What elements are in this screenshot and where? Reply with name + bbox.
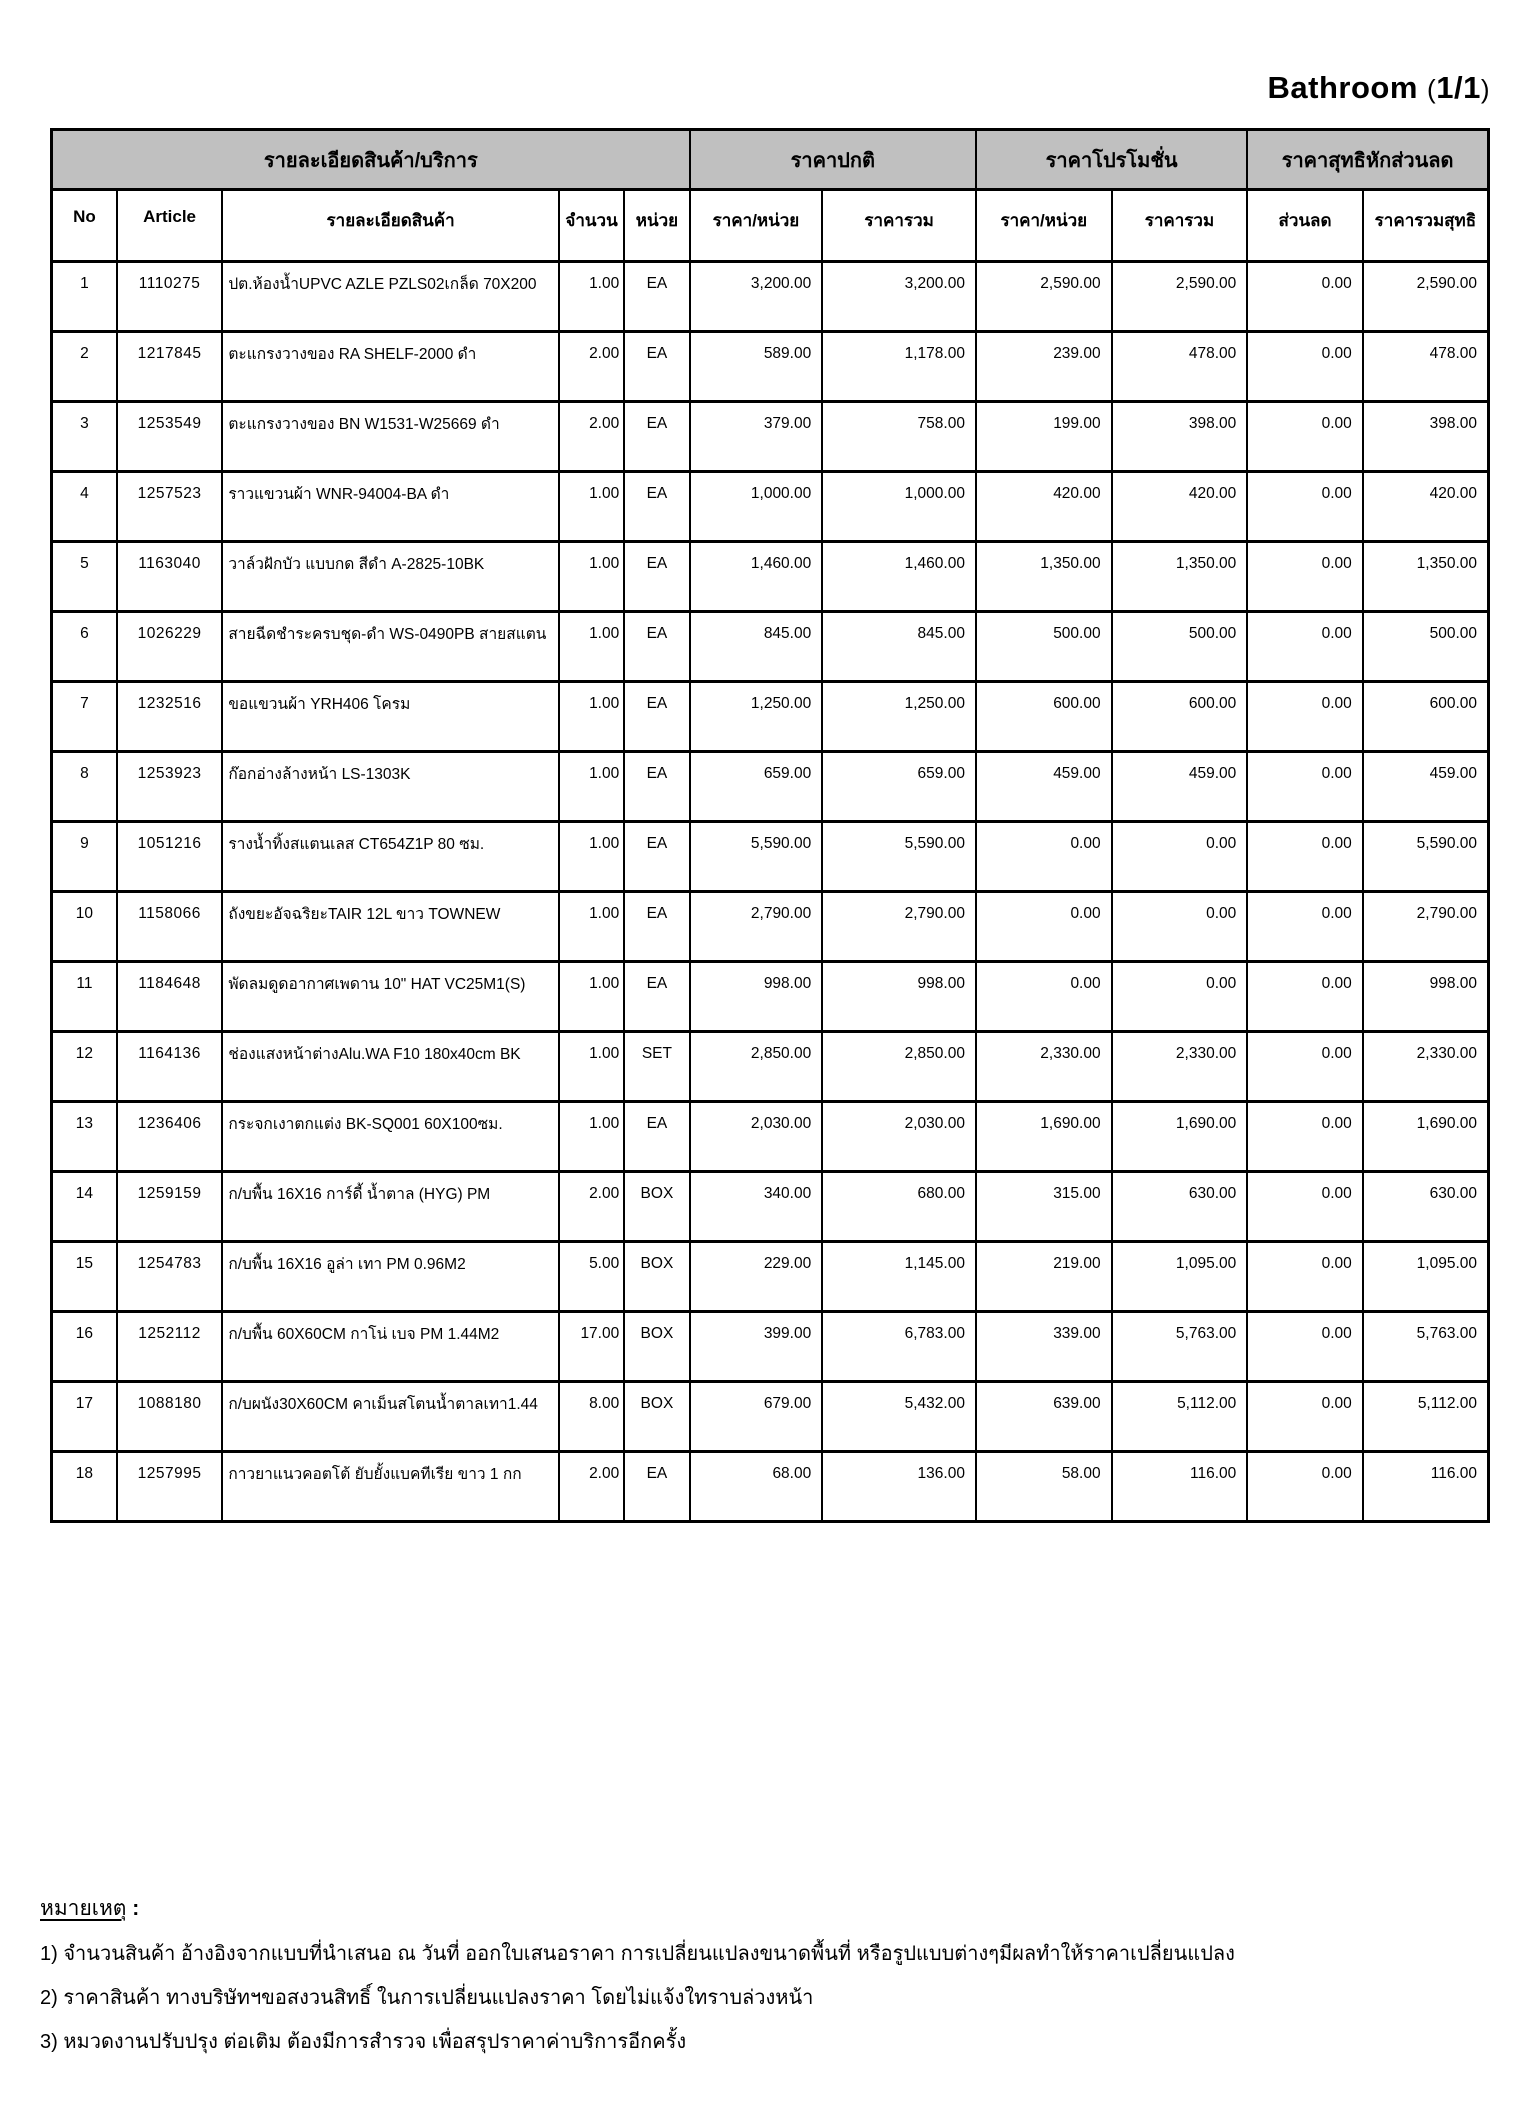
cell-total-price-promo: 500.00: [1112, 612, 1248, 682]
group-header-normal-price: ราคาปกติ: [690, 130, 976, 190]
notes-section: [40, 1892, 1520, 2071]
cell-no: 10: [52, 892, 117, 962]
cell-price-per-unit-normal: 679.00: [690, 1382, 823, 1452]
cell-quantity: 1.00: [559, 612, 624, 682]
cell-article: 1184648: [117, 962, 223, 1032]
cell-net-total: 420.00: [1363, 472, 1489, 542]
cell-price-per-unit-promo: 420.00: [976, 472, 1112, 542]
cell-total-price-promo: 459.00: [1112, 752, 1248, 822]
cell-article: 1110275: [117, 262, 223, 332]
group-header-net-price: ราคาสุทธิหักส่วนลด: [1247, 130, 1488, 190]
cell-net-total: 630.00: [1363, 1172, 1489, 1242]
col-header-article: Article: [117, 190, 223, 262]
cell-description: ก/บผนัง30X60CM คาเม็นสโตนน้ำตาลเทา1.44: [222, 1382, 559, 1452]
cell-quantity: 1.00: [559, 1032, 624, 1102]
cell-description: ราวแขวนผ้า WNR-94004-BA ดำ: [222, 472, 559, 542]
table-row: [52, 1312, 1489, 1382]
cell-total-price-promo: 2,590.00: [1112, 262, 1248, 332]
cell-description: ก๊อกอ่างล้างหน้า LS-1303K: [222, 752, 559, 822]
cell-article: 1254783: [117, 1242, 223, 1312]
cell-discount: 0.00: [1247, 892, 1363, 962]
cell-article: 1253923: [117, 752, 223, 822]
cell-no: 14: [52, 1172, 117, 1242]
table-row: [52, 822, 1489, 892]
cell-no: 6: [52, 612, 117, 682]
table-row: [52, 402, 1489, 472]
cell-discount: 0.00: [1247, 1312, 1363, 1382]
cell-total-price-normal: 680.00: [822, 1172, 976, 1242]
cell-no: 15: [52, 1242, 117, 1312]
table-row: [52, 262, 1489, 332]
cell-net-total: 459.00: [1363, 752, 1489, 822]
cell-price-per-unit-normal: 5,590.00: [690, 822, 823, 892]
page-number: 1/1: [1436, 70, 1481, 105]
note-line-1: 1) จำนวนสินค้า อ้างอิงจากแบบที่นำเสนอ ณ วันที่ ออกใบเสนอราคา การเปลี่ยนแปลงขนาดพื้นที่ หรือรูปแบบต่างๆมีผลทำให้ราคาเปลี่ยนแปลง: [40, 1943, 1235, 1965]
cell-price-per-unit-normal: 379.00: [690, 402, 823, 472]
cell-no: 1: [52, 262, 117, 332]
cell-total-price-promo: 0.00: [1112, 962, 1248, 1032]
cell-no: 17: [52, 1382, 117, 1452]
cell-price-per-unit-normal: 340.00: [690, 1172, 823, 1242]
cell-net-total: 2,330.00: [1363, 1032, 1489, 1102]
cell-discount: 0.00: [1247, 612, 1363, 682]
table-group-header-row: [52, 130, 1489, 190]
cell-discount: 0.00: [1247, 1242, 1363, 1312]
cell-total-price-promo: 1,350.00: [1112, 542, 1248, 612]
cell-quantity: 1.00: [559, 472, 624, 542]
cell-discount: 0.00: [1247, 262, 1363, 332]
col-header-price-per-unit-normal: ราคา/หน่วย: [690, 190, 823, 262]
cell-discount: 0.00: [1247, 542, 1363, 612]
cell-unit: BOX: [624, 1242, 689, 1312]
cell-total-price-normal: 1,460.00: [822, 542, 976, 612]
cell-net-total: 478.00: [1363, 332, 1489, 402]
cell-total-price-normal: 2,850.00: [822, 1032, 976, 1102]
table-row: [52, 472, 1489, 542]
cell-no: 4: [52, 472, 117, 542]
quotation-sheet: [50, 70, 1490, 1523]
cell-description: รางน้ำทิ้งสแตนเลส CT654Z1P 80 ซม.: [222, 822, 559, 892]
cell-no: 12: [52, 1032, 117, 1102]
cell-unit: EA: [624, 612, 689, 682]
cell-article: 1236406: [117, 1102, 223, 1172]
table-row: [52, 1172, 1489, 1242]
cell-total-price-promo: 478.00: [1112, 332, 1248, 402]
cell-unit: EA: [624, 822, 689, 892]
cell-unit: EA: [624, 1452, 689, 1522]
cell-total-price-promo: 0.00: [1112, 892, 1248, 962]
cell-description: ตะแกรงวางของ BN W1531-W25669 ดำ: [222, 402, 559, 472]
cell-description: กาวยาแนวคอตโต้ ยับยั้งแบคทีเรีย ขาว 1 กก: [222, 1452, 559, 1522]
cell-net-total: 500.00: [1363, 612, 1489, 682]
cell-total-price-normal: 659.00: [822, 752, 976, 822]
cell-total-price-normal: 2,030.00: [822, 1102, 976, 1172]
cell-unit: EA: [624, 962, 689, 1032]
table-row: [52, 752, 1489, 822]
cell-total-price-normal: 845.00: [822, 612, 976, 682]
cell-total-price-promo: 630.00: [1112, 1172, 1248, 1242]
cell-no: 18: [52, 1452, 117, 1522]
table-row: [52, 1452, 1489, 1522]
cell-no: 11: [52, 962, 117, 1032]
table-row: [52, 1102, 1489, 1172]
note-line-2: 2) ราคาสินค้า ทางบริษัทฯขอสงวนสิทธิ์ ในการเปลี่ยนแปลงราคา โดยไม่แจ้งใทราบล่วงหน้า: [40, 1987, 814, 2009]
cell-unit: EA: [624, 472, 689, 542]
cell-net-total: 116.00: [1363, 1452, 1489, 1522]
cell-unit: EA: [624, 1102, 689, 1172]
col-header-total-price-promo: ราคารวม: [1112, 190, 1248, 262]
col-header-description: รายละเอียดสินค้า: [222, 190, 559, 262]
cell-price-per-unit-promo: 315.00: [976, 1172, 1112, 1242]
cell-article: 1257523: [117, 472, 223, 542]
cell-net-total: 5,112.00: [1363, 1382, 1489, 1452]
cell-net-total: 1,095.00: [1363, 1242, 1489, 1312]
page-title-paren-close: ): [1480, 74, 1490, 104]
cell-price-per-unit-promo: 239.00: [976, 332, 1112, 402]
col-header-discount: ส่วนลด: [1247, 190, 1363, 262]
table-column-header-row: [52, 190, 1489, 262]
cell-price-per-unit-normal: 2,030.00: [690, 1102, 823, 1172]
cell-quantity: 1.00: [559, 262, 624, 332]
cell-article: 1163040: [117, 542, 223, 612]
cell-unit: EA: [624, 892, 689, 962]
page-title-paren-open: (: [1427, 74, 1437, 104]
cell-price-per-unit-promo: 459.00: [976, 752, 1112, 822]
cell-total-price-normal: 3,200.00: [822, 262, 976, 332]
cell-net-total: 600.00: [1363, 682, 1489, 752]
cell-discount: 0.00: [1247, 472, 1363, 542]
cell-total-price-promo: 2,330.00: [1112, 1032, 1248, 1102]
group-header-product-details: รายละเอียดสินค้า/บริการ: [52, 130, 690, 190]
cell-total-price-normal: 2,790.00: [822, 892, 976, 962]
cell-total-price-normal: 5,590.00: [822, 822, 976, 892]
cell-unit: EA: [624, 402, 689, 472]
table-row: [52, 962, 1489, 1032]
cell-total-price-promo: 398.00: [1112, 402, 1248, 472]
cell-discount: 0.00: [1247, 1452, 1363, 1522]
cell-unit: SET: [624, 1032, 689, 1102]
cell-total-price-promo: 116.00: [1112, 1452, 1248, 1522]
cell-price-per-unit-promo: 1,350.00: [976, 542, 1112, 612]
cell-discount: 0.00: [1247, 1172, 1363, 1242]
cell-price-per-unit-normal: 1,000.00: [690, 472, 823, 542]
cell-price-per-unit-promo: 2,330.00: [976, 1032, 1112, 1102]
cell-net-total: 398.00: [1363, 402, 1489, 472]
cell-no: 16: [52, 1312, 117, 1382]
cell-net-total: 2,590.00: [1363, 262, 1489, 332]
cell-price-per-unit-normal: 68.00: [690, 1452, 823, 1522]
cell-total-price-normal: 1,250.00: [822, 682, 976, 752]
cell-description: ปต.ห้องน้ำUPVC AZLE PZLS02เกล็ด 70X200: [222, 262, 559, 332]
cell-price-per-unit-normal: 659.00: [690, 752, 823, 822]
cell-price-per-unit-normal: 2,790.00: [690, 892, 823, 962]
table-row: [52, 1382, 1489, 1452]
cell-unit: BOX: [624, 1312, 689, 1382]
cell-quantity: 2.00: [559, 332, 624, 402]
cell-price-per-unit-promo: 0.00: [976, 962, 1112, 1032]
cell-quantity: 1.00: [559, 682, 624, 752]
cell-description: กระจกเงาตกแต่ง BK-SQ001 60X100ซม.: [222, 1102, 559, 1172]
cell-price-per-unit-promo: 0.00: [976, 892, 1112, 962]
cell-quantity: 1.00: [559, 962, 624, 1032]
cell-price-per-unit-promo: 0.00: [976, 822, 1112, 892]
cell-discount: 0.00: [1247, 682, 1363, 752]
table-row: [52, 542, 1489, 612]
cell-total-price-normal: 5,432.00: [822, 1382, 976, 1452]
cell-quantity: 8.00: [559, 1382, 624, 1452]
cell-net-total: 1,350.00: [1363, 542, 1489, 612]
cell-description: วาล์วฝักบัว แบบกด สีดำ A-2825-10BK: [222, 542, 559, 612]
cell-price-per-unit-normal: 998.00: [690, 962, 823, 1032]
cell-description: พัดลมดูดอากาศเพดาน 10" HAT VC25M1(S): [222, 962, 559, 1032]
cell-total-price-normal: 758.00: [822, 402, 976, 472]
note-line-3: 3) หมวดงานปรับปรุง ต่อเติม ต้องมีการสำรวจ เพื่อสรุปราคาค่าบริการอีกครั้ง: [40, 2031, 687, 2053]
cell-price-per-unit-promo: 500.00: [976, 612, 1112, 682]
cell-no: 9: [52, 822, 117, 892]
col-header-price-per-unit-promo: ราคา/หน่วย: [976, 190, 1112, 262]
cell-total-price-promo: 1,095.00: [1112, 1242, 1248, 1312]
cell-article: 1217845: [117, 332, 223, 402]
cell-price-per-unit-promo: 219.00: [976, 1242, 1112, 1312]
cell-total-price-normal: 136.00: [822, 1452, 976, 1522]
cell-price-per-unit-normal: 589.00: [690, 332, 823, 402]
cell-unit: EA: [624, 542, 689, 612]
table-row: [52, 332, 1489, 402]
cell-no: 13: [52, 1102, 117, 1172]
cell-price-per-unit-promo: 2,590.00: [976, 262, 1112, 332]
cell-discount: 0.00: [1247, 402, 1363, 472]
cell-discount: 0.00: [1247, 332, 1363, 402]
cell-total-price-normal: 6,783.00: [822, 1312, 976, 1382]
cell-price-per-unit-normal: 1,250.00: [690, 682, 823, 752]
cell-description: ช่องแสงหน้าต่างAlu.WA F10 180x40cm BK: [222, 1032, 559, 1102]
cell-quantity: 1.00: [559, 822, 624, 892]
cell-article: 1026229: [117, 612, 223, 682]
cell-price-per-unit-normal: 2,850.00: [690, 1032, 823, 1102]
cell-net-total: 998.00: [1363, 962, 1489, 1032]
cell-price-per-unit-promo: 1,690.00: [976, 1102, 1112, 1172]
col-header-quantity: จำนวน: [559, 190, 624, 262]
group-header-promo-price: ราคาโปรโมชั่น: [976, 130, 1247, 190]
cell-net-total: 2,790.00: [1363, 892, 1489, 962]
cell-unit: EA: [624, 682, 689, 752]
cell-total-price-promo: 420.00: [1112, 472, 1248, 542]
cell-price-per-unit-normal: 1,460.00: [690, 542, 823, 612]
cell-description: ก/บพื้น 16X16 การ์ดี้ น้ำตาล (HYG) PM: [222, 1172, 559, 1242]
cell-price-per-unit-promo: 639.00: [976, 1382, 1112, 1452]
cell-article: 1051216: [117, 822, 223, 892]
cell-total-price-promo: 5,763.00: [1112, 1312, 1248, 1382]
cell-total-price-normal: 998.00: [822, 962, 976, 1032]
notes-heading-word: หมายเหตุ: [40, 1897, 127, 1920]
cell-unit: BOX: [624, 1172, 689, 1242]
cell-total-price-promo: 1,690.00: [1112, 1102, 1248, 1172]
cell-quantity: 1.00: [559, 752, 624, 822]
table-row: [52, 892, 1489, 962]
cell-article: 1088180: [117, 1382, 223, 1452]
table-row: [52, 612, 1489, 682]
cell-article: 1164136: [117, 1032, 223, 1102]
table-row: [52, 1242, 1489, 1312]
cell-article: 1158066: [117, 892, 223, 962]
cell-article: 1253549: [117, 402, 223, 472]
cell-total-price-promo: 5,112.00: [1112, 1382, 1248, 1452]
cell-no: 7: [52, 682, 117, 752]
cell-no: 5: [52, 542, 117, 612]
cell-price-per-unit-normal: 399.00: [690, 1312, 823, 1382]
cell-article: 1252112: [117, 1312, 223, 1382]
cell-unit: EA: [624, 262, 689, 332]
cell-description: สายฉีดชำระครบชุด-ดำ WS-0490PB สายสแตน: [222, 612, 559, 682]
cell-description: ตะแกรงวางของ RA SHELF-2000 ดำ: [222, 332, 559, 402]
cell-price-per-unit-normal: 229.00: [690, 1242, 823, 1312]
cell-no: 2: [52, 332, 117, 402]
cell-quantity: 1.00: [559, 1102, 624, 1172]
cell-total-price-normal: 1,178.00: [822, 332, 976, 402]
cell-quantity: 2.00: [559, 402, 624, 472]
cell-discount: 0.00: [1247, 1382, 1363, 1452]
cell-total-price-promo: 600.00: [1112, 682, 1248, 752]
cell-net-total: 5,763.00: [1363, 1312, 1489, 1382]
col-header-total-price-normal: ราคารวม: [822, 190, 976, 262]
page-title: [50, 70, 1490, 106]
cell-description: ก/บพื้น 60X60CM กาโน่ เบจ PM 1.44M2: [222, 1312, 559, 1382]
cell-discount: 0.00: [1247, 1102, 1363, 1172]
col-header-unit: หน่วย: [624, 190, 689, 262]
table-row: [52, 682, 1489, 752]
cell-discount: 0.00: [1247, 822, 1363, 892]
cell-price-per-unit-normal: 3,200.00: [690, 262, 823, 332]
cell-discount: 0.00: [1247, 752, 1363, 822]
cell-quantity: 2.00: [559, 1172, 624, 1242]
notes-heading: [40, 1892, 1520, 1925]
col-header-net-total: ราคารวมสุทธิ: [1363, 190, 1489, 262]
cell-unit: EA: [624, 752, 689, 822]
cell-no: 8: [52, 752, 117, 822]
table-body: [52, 262, 1489, 1522]
cell-quantity: 2.00: [559, 1452, 624, 1522]
cell-description: ถังขยะอัจฉริยะTAIR 12L ขาว TOWNEW: [222, 892, 559, 962]
cell-description: ก/บพื้น 16X16 อูล่า เทา PM 0.96M2: [222, 1242, 559, 1312]
cell-no: 3: [52, 402, 117, 472]
cell-price-per-unit-promo: 339.00: [976, 1312, 1112, 1382]
cell-discount: 0.00: [1247, 1032, 1363, 1102]
cell-discount: 0.00: [1247, 962, 1363, 1032]
table-row: [52, 1032, 1489, 1102]
cell-unit: EA: [624, 332, 689, 402]
cell-unit: BOX: [624, 1382, 689, 1452]
cell-description: ขอแขวนผ้า YRH406 โครม: [222, 682, 559, 752]
cell-price-per-unit-promo: 199.00: [976, 402, 1112, 472]
cell-price-per-unit-normal: 845.00: [690, 612, 823, 682]
quotation-table: [50, 128, 1490, 1523]
cell-net-total: 5,590.00: [1363, 822, 1489, 892]
cell-price-per-unit-promo: 600.00: [976, 682, 1112, 752]
page-title-text: Bathroom: [1267, 70, 1418, 105]
notes-heading-colon: :: [126, 1897, 140, 1920]
cell-quantity: 17.00: [559, 1312, 624, 1382]
cell-article: 1232516: [117, 682, 223, 752]
cell-article: 1257995: [117, 1452, 223, 1522]
col-header-no: No: [52, 190, 117, 262]
cell-article: 1259159: [117, 1172, 223, 1242]
cell-total-price-normal: 1,000.00: [822, 472, 976, 542]
cell-quantity: 1.00: [559, 892, 624, 962]
cell-total-price-promo: 0.00: [1112, 822, 1248, 892]
cell-net-total: 1,690.00: [1363, 1102, 1489, 1172]
cell-quantity: 1.00: [559, 542, 624, 612]
cell-total-price-normal: 1,145.00: [822, 1242, 976, 1312]
cell-quantity: 5.00: [559, 1242, 624, 1312]
cell-price-per-unit-promo: 58.00: [976, 1452, 1112, 1522]
